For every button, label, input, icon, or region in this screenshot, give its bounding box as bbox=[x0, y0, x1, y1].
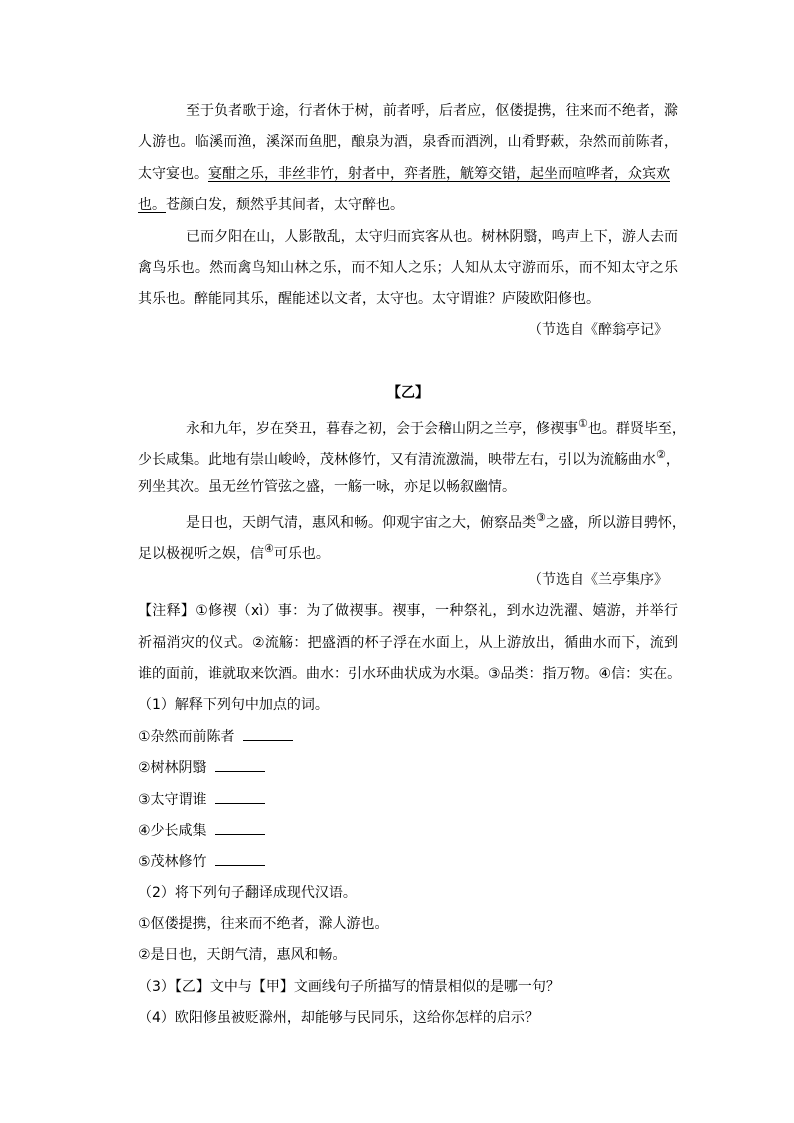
yi-text: 足以极视听之娱，信 bbox=[138, 546, 264, 562]
yi-text: 永和九年，岁在癸丑，暮春之初，会于会稽山阴之兰亭，修禊事 bbox=[186, 421, 578, 437]
jia-line-7: 其乐也。醉能同其乐，醒能述以文者，太守也。太守谓谁？庐陵欧阳修也。 bbox=[138, 291, 600, 307]
answer-blank[interactable] bbox=[215, 822, 265, 835]
yi-text: 少长咸集。此地有崇山峻岭，茂林修竹，又有清流激湍，映带左右，引以为流觞曲水 bbox=[138, 452, 656, 468]
q1-item-1 bbox=[138, 727, 678, 747]
question-3: （3）【乙】文中与【甲】文画线句子所描写的情景相似的是哪一句？ bbox=[138, 979, 560, 995]
question-4: （4）欧阳修虽被贬滁州，却能够与民同乐，这给你怎样的启示？ bbox=[138, 1010, 539, 1026]
q1-item-text: ④少长咸集 bbox=[138, 823, 207, 839]
q1-item-text: ⑤茂林修竹 bbox=[138, 854, 207, 870]
notes-line-3: 谁的面前，谁就取来饮酒。曲水：引水环曲状成为水渠。③品类：指万物。④信：实在。 bbox=[138, 666, 682, 682]
question-1: （1）解释下列句中加点的词。 bbox=[138, 697, 329, 713]
notes-line-1: 【注释】①修禊（xì）事：为了做禊事。禊事，一种祭礼，到水边洗濯、嬉游，并举行 bbox=[138, 603, 678, 619]
jia-underlined-sentence-end: 也。 bbox=[138, 197, 166, 213]
jia-source: （节选自《醉翁亭记》 bbox=[528, 322, 668, 338]
note-marker-4: ④ bbox=[264, 542, 274, 555]
yi-text: 可乐也。 bbox=[273, 546, 330, 562]
jia-line-2: 人游也。临溪而渔，溪深而鱼肥，酿泉为酒，泉香而酒洌，山肴野蔌，杂然而前陈者， bbox=[138, 134, 678, 150]
q1-item-text: ①杂然而前陈者 bbox=[138, 729, 235, 745]
yi-line-2 bbox=[138, 445, 678, 470]
yi-source: （节选自《兰亭集序》 bbox=[528, 572, 668, 588]
yi-text: 之盛，所以游目骋怀， bbox=[545, 515, 686, 531]
q1-item-4 bbox=[138, 821, 678, 841]
q2-item-1: ①伛偻提携，往来而不绝者，滁人游也。 bbox=[138, 916, 389, 932]
q1-item-5 bbox=[138, 852, 678, 872]
q1-item-text: ③太守谓谁 bbox=[138, 792, 207, 808]
jia-line-1: 至于负者歌于途，行者休于树，前者呼，后者应，伛偻提携，往来而不绝者，滁 bbox=[186, 103, 678, 119]
yi-text: 也。群贤毕至， bbox=[587, 421, 686, 437]
jia-text-plain-2: 苍颜白发，颓然乎其间者，太守醉也。 bbox=[166, 197, 404, 213]
jia-line-5: 已而夕阳在山，人影散乱，太守归而宾客从也。树林阴翳，鸣声上下，游人去而 bbox=[186, 229, 678, 245]
question-2: （2）将下列句子翻译成现代汉语。 bbox=[138, 885, 357, 901]
note-marker-2: ② bbox=[656, 448, 666, 461]
answer-blank[interactable] bbox=[215, 853, 265, 866]
yi-line-4 bbox=[186, 508, 686, 533]
jia-line-6: 禽鸟乐也。然而禽鸟知山林之乐，而不知人之乐；人知从太守游而乐，而不知太守之乐 bbox=[138, 260, 678, 276]
q1-item-3 bbox=[138, 790, 678, 810]
note-marker-3: ③ bbox=[536, 511, 546, 524]
yi-line-3: 列坐其次。虽无丝竹管弦之盛，一觞一咏，亦足以畅叙幽情。 bbox=[138, 479, 516, 495]
q2-item-2: ②是日也，天朗气清，惠风和畅。 bbox=[138, 947, 347, 963]
jia-text-plain: 太守宴也。 bbox=[138, 166, 208, 182]
yi-title: 【乙】 bbox=[387, 385, 429, 401]
notes-line-2: 祈福消灾的仪式。②流觞：把盛酒的杯子浮在水面上，从上游放出，循曲水而下，流到 bbox=[138, 635, 678, 651]
jia-underlined-sentence: 宴酣之乐，非丝非竹，射者中，弈者胜，觥筹交错，起坐而喧哗者，众宾欢 bbox=[208, 166, 670, 182]
yi-line-1 bbox=[186, 414, 686, 439]
q1-item-2 bbox=[138, 758, 678, 778]
yi-text: ， bbox=[665, 452, 680, 468]
answer-blank[interactable] bbox=[215, 791, 265, 804]
yi-text: 是日也，天朗气清，惠风和畅。仰观宇宙之大，俯察品类 bbox=[186, 515, 536, 531]
jia-line-3 bbox=[138, 164, 678, 184]
q1-item-text: ②树林阴翳 bbox=[138, 760, 207, 776]
jia-line-4 bbox=[138, 195, 678, 215]
note-marker-1: ① bbox=[578, 417, 588, 430]
answer-blank[interactable] bbox=[215, 759, 265, 772]
answer-blank[interactable] bbox=[243, 728, 293, 741]
yi-line-5 bbox=[138, 539, 678, 564]
